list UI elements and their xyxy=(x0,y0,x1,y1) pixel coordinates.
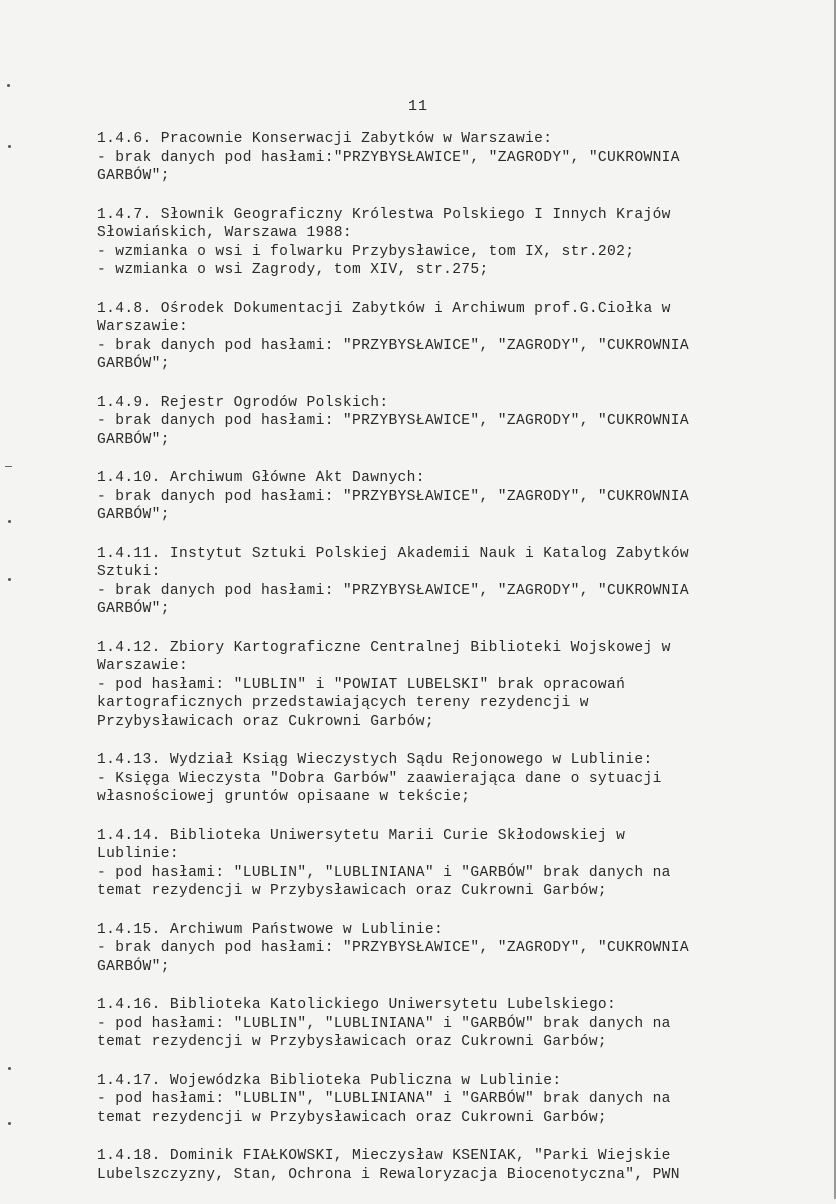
entry-heading: 1.4.7. Słownik Geograficzny Królestwa Polskiego I Innych Krajów xyxy=(97,206,671,223)
entry-text-line: GARBÓW"; xyxy=(97,601,170,617)
scan-speck xyxy=(8,1067,11,1070)
entry-text-line: - pod hasłami: "LUBLIN", "LUBLINIANA" i "GARBÓW" brak danych na xyxy=(97,1015,671,1032)
document-body xyxy=(97,130,747,1204)
entry-1-4-10 xyxy=(97,469,747,525)
entry-text-line: - wzmianka o wsi Zagrody, tom XIV, str.275; xyxy=(97,262,489,278)
entry-heading: 1.4.16. Biblioteka Katolickiego Uniwersytetu Lubelskiego: xyxy=(97,997,617,1013)
entry-text-line: Lubelszczyzny, Stan, Ochrona i Rewaloryzacja Biocenotyczna", PWN xyxy=(97,1166,680,1183)
entry-text-line: GARBÓW"; xyxy=(97,431,170,448)
entry-1-4-7 xyxy=(97,206,747,280)
entry-1-4-16 xyxy=(97,996,747,1052)
entry-text-line: temat rezydencji w Przybysławicach oraz Cukrowni Garbów; xyxy=(97,1109,608,1126)
entry-text-line: - brak danych pod hasłami: "PRZYBYSŁAWICE", "ZAGRODY", "CUKROWNIA xyxy=(97,413,689,429)
entry-1-4-12 xyxy=(97,639,747,732)
entry-text-line: GARBÓW"; xyxy=(97,507,170,523)
scan-speck xyxy=(8,520,11,523)
entry-text-line: - brak danych pod hasłami: "PRZYBYSŁAWICE", "ZAGRODY", "CUKROWNIA xyxy=(97,940,689,956)
entry-heading: 1.4.18. Dominik FIAŁKOWSKI, Mieczysław KSENIAK, "Parki Wiejskie xyxy=(97,1148,671,1164)
entry-1-4-9 xyxy=(97,394,747,450)
entry-text-line: Warszawie: xyxy=(97,319,189,335)
entry-text-line: - brak danych pod hasłami: "PRZYBYSŁAWICE", "ZAGRODY", "CUKROWNIA xyxy=(97,582,689,599)
entry-text-line: Lublinie: xyxy=(97,846,179,862)
entry-heading: 1.4.12. Zbiory Kartograficzne Centralnej Biblioteki Wojskowej w xyxy=(97,639,671,656)
entry-text-line: GARBÓW"; xyxy=(97,168,170,184)
entry-text-line: Sztuki: xyxy=(97,564,161,580)
entry-text-line: kartograficznych przedstawiających tereny rezydencji w xyxy=(97,695,589,711)
entry-text-line: - brak danych pod hasłami:"PRZYBYSŁAWICE", "ZAGRODY", "CUKROWNIA xyxy=(97,149,680,166)
entry-heading: 1.4.14. Biblioteka Uniwersytetu Marii Curie Skłodowskiej w xyxy=(97,827,626,844)
entry-heading: 1.4.17. Wojewódzka Biblioteka Publiczna w Lublinie: xyxy=(97,1072,562,1089)
entry-heading: 1.4.8. Ośrodek Dokumentacji Zabytków i Archiwum prof.G.Ciołka w xyxy=(97,300,671,317)
scan-speck xyxy=(8,578,11,581)
entry-1-4-18 xyxy=(97,1147,747,1184)
entry-heading: 1.4.11. Instytut Sztuki Polskiej Akademii Nauk i Katalog Zabytków xyxy=(97,545,689,562)
entry-text-line: GARBÓW"; xyxy=(97,356,170,372)
entry-text-line: - pod hasłami: "LUBLIN", "LUBLINIANA" i "GARBÓW" brak danych na xyxy=(97,864,671,881)
entry-text-line: Przybysławicach oraz Cukrowni Garbów; xyxy=(97,713,434,730)
entry-heading: 1.4.13. Wydział Ksiąg Wieczystych Sądu Rejonowego w Lublinie: xyxy=(97,752,653,768)
scan-speck xyxy=(8,1122,11,1125)
entry-text-line: - brak danych pod hasłami: "PRZYBYSŁAWICE", "ZAGRODY", "CUKROWNIA xyxy=(97,488,689,505)
scan-speck xyxy=(8,145,11,148)
entry-text-line: własnościowej gruntów opisaane w tekście; xyxy=(97,789,471,805)
entry-text-line: - Księga Wieczysta "Dobra Garbów" zaawierająca dane o sytuacji xyxy=(97,770,662,787)
entry-text-line: - pod hasłami: "LUBLIN" i "POWIAT LUBELSKI" brak opracowań xyxy=(97,676,626,693)
entry-heading: 1.4.10. Archiwum Główne Akt Dawnych: xyxy=(97,470,425,486)
entry-1-4-8 xyxy=(97,300,747,374)
entry-text-line: GARBÓW"; xyxy=(97,958,170,975)
entry-1-4-11 xyxy=(97,545,747,619)
entry-text-line: - pod hasłami: "LUBLIN", "LUBLINIANA" i "GARBÓW" brak danych na xyxy=(97,1091,671,1107)
entry-text-line: Słowiańskich, Warszawa 1988: xyxy=(97,225,353,241)
entry-text-line: temat rezydencji w Przybysławicach oraz Cukrowni Garbów; xyxy=(97,883,608,899)
entry-heading: 1.4.15. Archiwum Państwowe w Lublinie: xyxy=(97,921,444,938)
scan-speck xyxy=(7,84,10,87)
entry-1-4-13 xyxy=(97,751,747,807)
entry-text-line: Warszawie: xyxy=(97,658,189,674)
entry-text-line: temat rezydencji w Przybysławicach oraz Cukrowni Garbów; xyxy=(97,1034,608,1050)
entry-text-line: - wzmianka o wsi i folwarku Przybysławice, tom IX, str.202; xyxy=(97,243,635,260)
entry-heading: 1.4.9. Rejestr Ogrodów Polskich: xyxy=(97,394,389,411)
scan-speck xyxy=(5,466,12,467)
entry-text-line: - brak danych pod hasłami: "PRZYBYSŁAWICE", "ZAGRODY", "CUKROWNIA xyxy=(97,337,689,354)
page-number: 11 xyxy=(407,98,428,115)
entry-heading: 1.4.6. Pracownie Konserwacji Zabytków w Warszawie: xyxy=(97,131,553,147)
entry-1-4-6 xyxy=(97,130,747,186)
entry-1-4-14 xyxy=(97,827,747,901)
entry-1-4-15 xyxy=(97,921,747,977)
entry-1-4-17 xyxy=(97,1072,747,1128)
